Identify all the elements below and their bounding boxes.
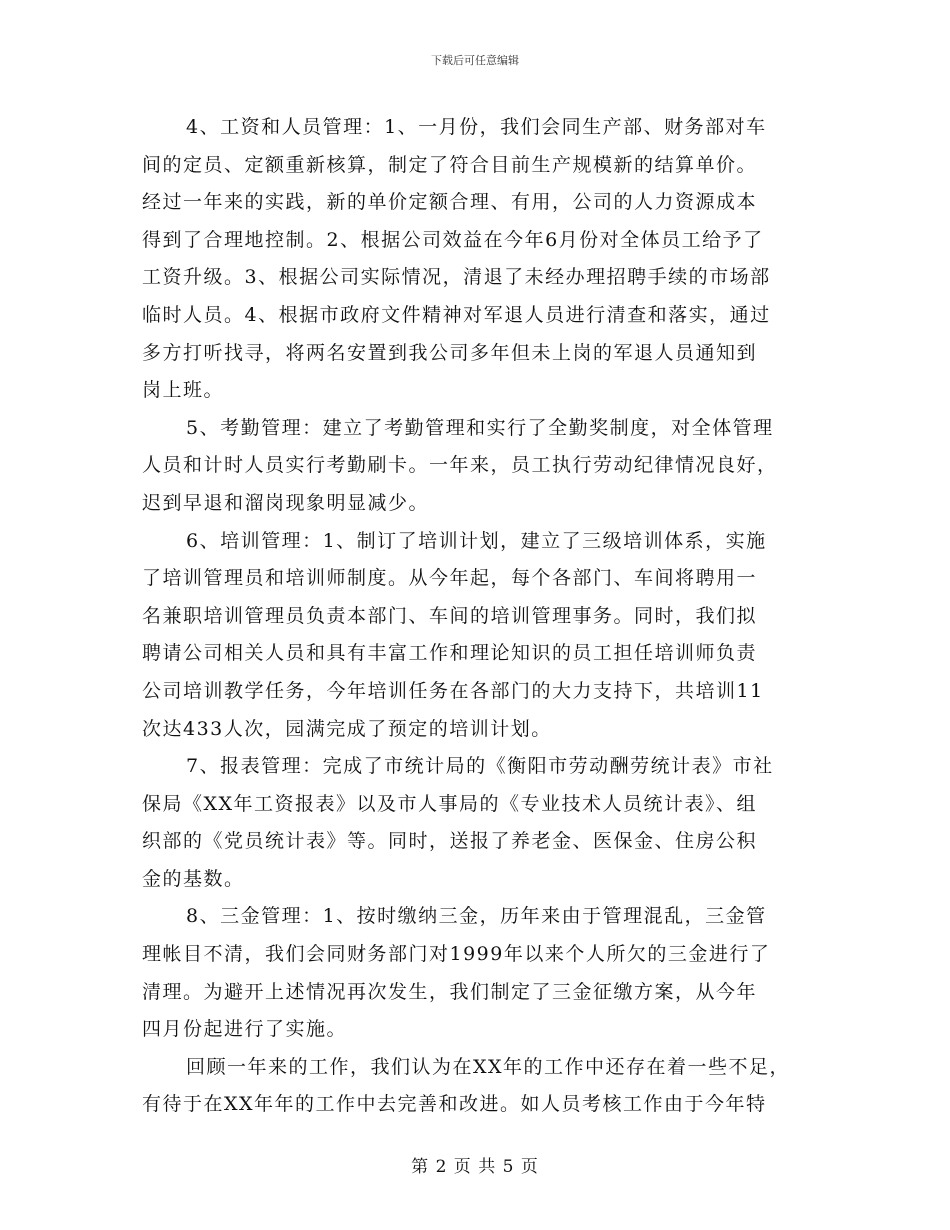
text-line: 织部的《党员统计表》等。同时，送报了养老金、医保金、住房公积: [142, 830, 758, 853]
document-body: [142, 109, 818, 1124]
text-line: 清理。为避开上述情况再次发生，我们制定了三金征缴方案，从今年: [142, 980, 758, 1003]
text-line: 次达433人次，园满完成了预定的培训计划。: [142, 717, 552, 740]
text-line: 5、考勤管理：建立了考勤管理和实行了全勤奖制度，对全体管理: [186, 416, 774, 439]
text-line: 有待于在XX年年的工作中去完善和改进。如人员考核工作由于今年特: [142, 1093, 767, 1116]
text-line: 了培训管理员和培训师制度。从今年起，每个各部门、车间将聘用一: [142, 567, 758, 590]
text-line: 名兼职培训管理员负责本部门、车间的培训管理事务。同时，我们拟: [142, 604, 758, 627]
text-line: 多方打听找寻，将两名安置到我公司多年但未上岗的军退人员通知到: [142, 341, 758, 364]
text-line: 人员和计时人员实行考勤刷卡。一年来，员工执行劳动纪律情况良好，: [142, 454, 778, 477]
text-line: 迟到早退和溜岗现象明显减少。: [142, 491, 430, 514]
text-line: 7、报表管理：完成了市统计局的《衡阳市劳动酬劳统计表》市社: [186, 755, 774, 778]
text-line: 理帐目不清，我们会同财务部门对1999年以来个人所欠的三金进行了: [142, 943, 771, 966]
text-line: 聘请公司相关人员和具有丰富工作和理论知识的员工担任培训师负责: [142, 642, 758, 665]
text-line: 6、培训管理：1、制订了培训计划，建立了三级培训体系，实施: [186, 529, 767, 552]
text-line: 4、工资和人员管理：1、一月份，我们会同生产部、财务部对车: [186, 116, 767, 138]
text-line: 临时人员。4、根据市政府文件精神对军退人员进行清查和落实，通过: [142, 303, 771, 326]
text-line: 得到了合理地控制。2、根据公司效益在今年6月份对全体员工给予了: [142, 228, 764, 251]
page-number: 第 2 页 共 5 页: [411, 1157, 539, 1177]
text-line: 岗上班。: [142, 379, 225, 402]
text-line: 经过一年来的实践，新的单价定额合理、有用，公司的人力资源成本: [142, 191, 758, 214]
text-line: 工资升级。3、根据公司实际情况，清退了未经办理招聘手续的市场部: [142, 266, 771, 289]
text-line: 8、三金管理：1、按时缴纳三金，历年来由于管理混乱，三金管: [186, 905, 767, 928]
text-line: 金的基数。: [142, 867, 245, 890]
text-line: 保局《XX年工资报表》以及市人事局的《专业技术人员统计表》、组: [142, 792, 758, 815]
text-line: 公司培训教学任务，今年培训任务在各部门的大力支持下，共培训11: [142, 679, 764, 702]
text-line: 间的定员、定额重新核算，制定了符合目前生产规模新的结算单价。: [142, 153, 758, 176]
text-line: 四月份起进行了实施。: [142, 1018, 348, 1041]
text-line: 回顾一年来的工作，我们认为在XX年的工作中还存在着一些不足，: [186, 1055, 791, 1078]
page-header-note: 下载后可任意编辑: [431, 54, 519, 67]
